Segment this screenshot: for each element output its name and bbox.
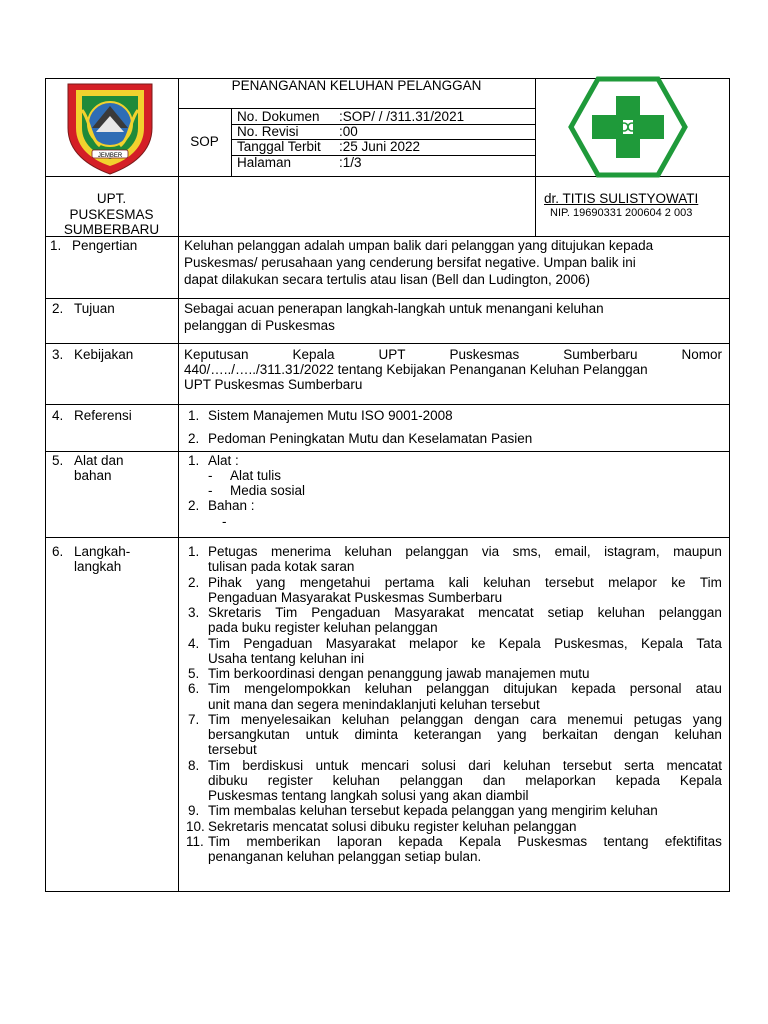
alat-item-2: Media sosial [230,483,306,498]
step-word: dan [482,772,506,788]
kebijakan-word-2: Kepala [292,347,335,362]
doc-number-value: :SOP/ / /311.31/2021 [339,109,465,124]
kebijakan-word-4: Puskesmas [449,347,520,362]
step-word: kepada [398,833,443,849]
section-3-number: 3. [52,347,64,362]
step-word: memberikan [246,833,321,849]
section-6-number: 6. [52,544,64,559]
step-word: serta [624,757,655,773]
step-word: Pengaduan [243,635,313,651]
step-word: keluhan [674,727,722,742]
alat-number: 1. [188,453,200,468]
step-6-line-1 [208,681,722,696]
section-5-label-1: Alat dan [74,453,124,468]
kebijakan-line-2: 440/…../…../311.31/2022 tentang Kebijakan Penanganan Keluhan Pelanggan [184,362,648,377]
puskesmas-logo [568,76,688,178]
bahan-label: Bahan : [208,498,255,513]
signer-name: dr. TITIS SULISTYOWATI [544,191,699,206]
step-8-number: 8. [188,757,200,773]
step-2-number: 2. [188,574,200,590]
step-word: tentang [603,833,649,849]
step-word: mencatat [666,757,722,773]
section-4-number: 4. [52,408,64,423]
step-word: Skretaris [208,605,262,620]
step-1-line-2: tulisan pada kotak saran [208,559,355,575]
logo-caption: JEMBER [97,153,123,159]
step-word: keluhan [483,574,531,590]
step-word: mengetahui [299,574,371,590]
step-3-number: 3. [188,605,200,620]
step-4-line-1 [208,636,722,651]
step-word: Kepala [459,833,502,849]
org-line-1: UPT. [96,191,127,206]
step-word: yang [692,711,722,727]
pengertian-line-1: Keluhan pelanggan adalah umpan balik dari pelanggan yang ditujukan kepada [184,238,654,253]
step-word: yang [497,727,527,742]
alat-item-1: Alat tulis [230,468,282,483]
step-word: Masyarakat [394,605,465,620]
section-5-label-2: bahan [74,468,112,483]
step-word: keluhan [344,544,392,559]
step-word: Tata [696,635,722,651]
step-word: Petugas [208,544,258,559]
kebijakan-word-6: Nomor [681,347,722,362]
step-word: Tim [208,711,230,727]
revision-label: No. Revisi [237,124,299,139]
step-2-line-2: Pengaduan Masyarakat Puskesmas Sumberbaru [208,589,503,605]
step-7-line-3: tersebut [208,742,257,758]
page-label: Halaman [237,155,292,170]
section-5-number: 5. [52,453,64,468]
step-word: email, [554,544,591,559]
step-word: kali [448,574,469,590]
step-word: Kepala [498,635,541,651]
step-word: keterangan [413,727,482,742]
step-word: Tim [699,574,722,590]
step-11-line-1 [208,834,722,849]
step-word: Tim [208,681,230,697]
step-word: dengan [613,727,659,742]
step-word: ditujukan [503,681,558,697]
bahan-dash: - [222,514,227,529]
step-word: keluhan [364,681,413,697]
kebijakan-word-3: UPT [378,347,406,362]
step-word: via [481,544,500,559]
kebijakan-word-1: Keputusan [184,347,249,362]
alat-label: Alat : [208,453,239,468]
step-word: yang [256,574,286,590]
step-word: Tim [208,757,230,773]
step-word: dengan [474,711,520,727]
step-word: tersebut [562,757,612,773]
step-word: Masyarakat [325,635,396,651]
step-word: kepada [615,772,660,788]
step-word: cara [530,711,557,727]
step-word: istagram, [604,544,660,559]
step-word: melaporkan [525,772,596,788]
step-8-line-3: Puskesmas tentang langkah solusi yang akan diambil [208,788,529,803]
doc-number-label: No. Dokumen [237,109,320,124]
step-word: register [267,772,313,788]
referensi-2-text: Pedoman Peningkatan Mutu dan Keselamatan Pasien [208,431,533,446]
org-line-3: SUMBERBARU [63,222,160,237]
step-word: solusi [421,757,456,773]
step-5-line-1: Tim berkoordinasi dengan penanggung jawab manajemen mutu [208,666,590,681]
step-word: menyelesaikan [240,711,331,727]
referensi-2-number: 2. [188,431,200,446]
step-word: keluhan [503,757,551,773]
step-word: Puskesmas [517,833,588,849]
step-10-line-1: Sekretaris mencatat solusi dibuku register keluhan pelanggan [208,818,577,834]
step-word: Tim [208,833,230,849]
step-word: keluhan [341,711,390,727]
step-word: keluhan [332,772,380,788]
step-word: Pengaduan [311,605,381,620]
step-word: maupun [673,544,722,559]
tujuan-line-2: pelanggan di Puskesmas [184,318,335,333]
step-word: pertama [384,574,435,590]
step-word: Kepala [641,635,684,651]
revision-value: :00 [339,124,358,139]
step-word: personal [629,681,682,697]
step-7-line-2 [208,727,722,742]
step-word: melapor [408,635,458,651]
tujuan-line-1: Sebagai acuan penerapan langkah-langkah untuk menangani keluhan [184,301,604,316]
jember-regency-logo [62,80,158,176]
step-word: menemui [567,711,623,727]
step-word: Pihak [208,574,242,590]
kebijakan-line-1 [184,347,722,362]
page-value: :1/3 [339,155,362,170]
step-word: Puskesmas, [554,635,628,651]
step-word: pelanggan [426,681,490,697]
alat-item-1-dash: - [208,468,213,483]
issue-date-value: :25 Juni 2022 [339,139,421,154]
kebijakan-line-3: UPT Puskesmas Sumberbaru [184,377,363,392]
step-word: untuk [305,727,339,742]
section-2-label: Tujuan [74,301,115,316]
step-9-number: 9. [188,803,200,819]
step-8-line-2 [208,773,722,788]
signer-nip: NIP. 19690331 200604 2 003 [550,207,693,219]
step-11-line-2: penanganan keluhan pelanggan setiap bulan. [208,849,482,864]
bahan-number: 2. [188,498,200,513]
step-4-number: 4. [188,635,200,651]
step-word: petugas [633,711,682,727]
step-word: pelanggan [399,772,463,788]
step-word: untuk [315,757,349,773]
step-7-number: 7. [188,711,200,727]
step-word: sms, [512,544,542,559]
org-line-2: PUSKESMAS [69,207,154,222]
referensi-1-text: Sistem Manajemen Mutu ISO 9001-2008 [208,408,453,423]
document-title: PENANGANAN KELUHAN PELANGGAN [231,78,482,93]
step-word: mencatat [478,605,534,620]
step-word: pelanggan [400,711,464,727]
step-word: ke [671,574,686,590]
kebijakan-word-5: Sumberbaru [563,347,638,362]
section-4-label: Referensi [74,408,132,423]
step-word: dibuku [208,772,248,788]
step-1-line-1 [208,544,722,559]
step-word: pelanggan [405,544,469,559]
step-word: setiap [547,605,584,620]
step-word: efektifitas [664,833,722,849]
section-1-number: 1. [50,238,62,253]
section-2-number: 2. [52,301,64,316]
step-word: kepada [571,681,616,697]
step-word: dari [468,757,491,773]
step-word: diminta [354,727,399,742]
step-word: laporan [336,833,383,849]
step-word: menerima [271,544,332,559]
step-2-line-1 [208,575,722,590]
sop-label: SOP [190,134,219,149]
pengertian-line-2: Puskesmas/ perusahaan yang cenderung bersifat negative. Umpan balik ini [184,255,636,270]
kebijakan-line-1-words [184,347,722,362]
referensi-1-number: 1. [188,408,200,423]
pengertian-line-3: dapat dilakukan secara tertulis atau lisan (Bell dan Ludington, 2006) [184,272,591,287]
step-10-number: 10. [186,818,205,834]
step-word: ke [471,635,486,651]
alat-item-2-dash: - [208,483,213,498]
step-word: berdiskusi [242,757,304,773]
step-6-line-2: unit mana dan segera menindaklanjuti keluhan tersebut [208,696,540,712]
step-word: berkaitan [542,727,598,742]
section-6-label-1: Langkah- [74,544,131,559]
section-6-label-2: langkah [74,559,122,574]
step-1-number: 1. [188,544,200,559]
step-4-line-2: Usaha tentang keluhan ini [208,650,365,666]
step-word: Kepala [679,772,722,788]
step-9-line-1: Tim membalas keluhan tersebut kepada pelanggan yang mengirim keluhan [208,803,658,819]
section-3-label: Kebijakan [74,347,134,362]
step-word: bersangkutan [208,727,290,742]
step-word: tersebut [544,574,594,590]
step-3-line-1 [208,605,722,620]
step-word: Tim [208,635,230,651]
step-word: pelanggan [658,605,722,620]
step-word: atau [695,681,722,697]
step-8-line-1 [208,758,722,773]
step-word: Tim [275,605,298,620]
step-word: keluhan [597,605,645,620]
step-word: melapor [608,574,657,590]
step-5-number: 5. [188,666,200,681]
issue-date-label: Tanggal Terbit [237,139,321,154]
section-1-label: Pengertian [72,238,138,253]
step-word: mencari [360,757,409,773]
step-3-line-2: pada buku register keluhan pelanggan [208,620,438,636]
step-7-line-1 [208,712,722,727]
step-6-number: 6. [188,681,200,697]
step-word: mengelompokkan [244,681,351,697]
step-11-number: 11. [186,833,204,849]
